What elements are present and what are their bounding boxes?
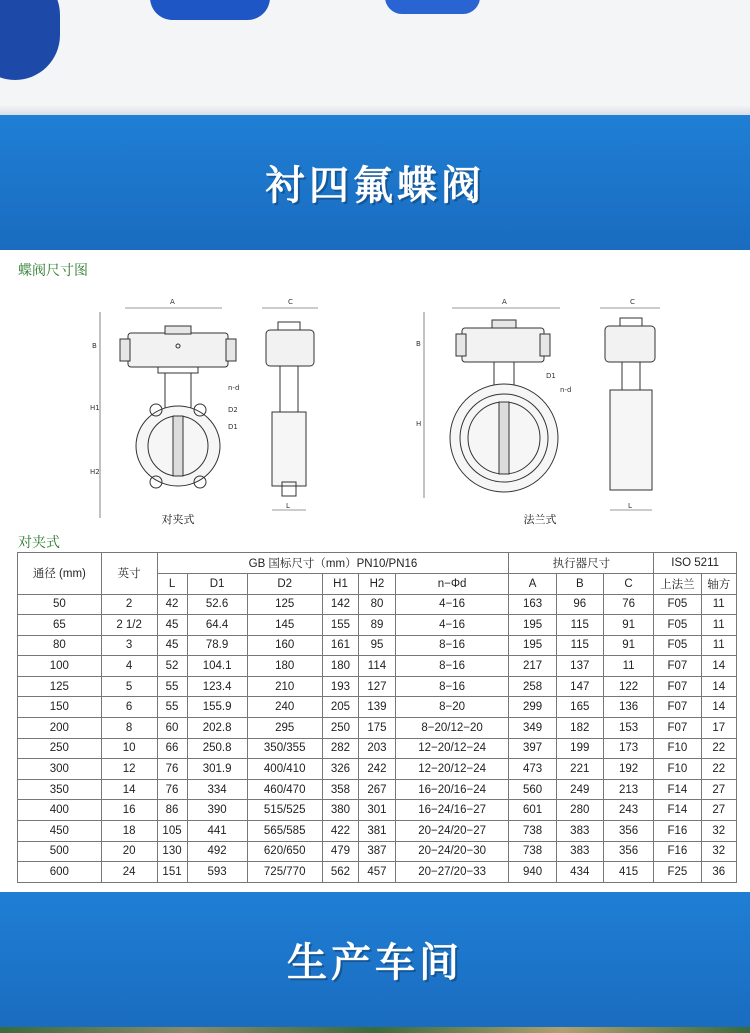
table-cell: 383 xyxy=(556,841,603,862)
table-cell: 153 xyxy=(603,718,653,739)
table-cell: 400/410 xyxy=(247,759,322,780)
table-row xyxy=(18,759,737,780)
table-cell: 80 xyxy=(359,594,395,615)
table-cell: 280 xyxy=(556,800,603,821)
table-cell: 562 xyxy=(322,862,358,883)
table-cell: 180 xyxy=(322,656,358,677)
table-cell: 192 xyxy=(603,759,653,780)
table-cell: 8−16 xyxy=(395,635,509,656)
table-row xyxy=(18,615,737,636)
table-row xyxy=(18,635,737,656)
table-cell: 400 xyxy=(18,800,102,821)
table-cell: 620/650 xyxy=(247,841,322,862)
svg-text:B: B xyxy=(92,342,97,350)
table-cell: 434 xyxy=(556,862,603,883)
table-cell: 593 xyxy=(187,862,247,883)
table-cell: 6 xyxy=(101,697,157,718)
table-cell: F10 xyxy=(654,759,701,780)
table-row xyxy=(18,718,737,739)
table-cell: 205 xyxy=(322,697,358,718)
table-cell: 203 xyxy=(359,738,395,759)
table-cell: 422 xyxy=(322,821,358,842)
table-cell: 8−20/12−20 xyxy=(395,718,509,739)
table-cell: F14 xyxy=(654,779,701,800)
table-cell: 492 xyxy=(187,841,247,862)
table-cell: 195 xyxy=(509,615,556,636)
table-cell: 350/355 xyxy=(247,738,322,759)
table-cell: 460/470 xyxy=(247,779,322,800)
table-cell: 380 xyxy=(322,800,358,821)
table-cell: F05 xyxy=(654,635,701,656)
table-cell: 515/525 xyxy=(247,800,322,821)
table-body xyxy=(18,594,737,882)
table-cell: 76 xyxy=(157,759,187,780)
table-cell: 299 xyxy=(509,697,556,718)
table-cell: 258 xyxy=(509,676,556,697)
valve-photo-part xyxy=(385,0,480,14)
table-cell: 210 xyxy=(247,676,322,697)
table-cell: 95 xyxy=(359,635,395,656)
table-section-title: 对夹式 xyxy=(18,535,60,551)
col-header: D2 xyxy=(247,574,322,595)
table-cell: 155.9 xyxy=(187,697,247,718)
col-header: A xyxy=(509,574,556,595)
table-cell: 242 xyxy=(359,759,395,780)
table-cell: 356 xyxy=(603,841,653,862)
table-cell: 267 xyxy=(359,779,395,800)
table-cell: 200 xyxy=(18,718,102,739)
table-cell: 22 xyxy=(701,738,737,759)
wafer-front-view xyxy=(90,298,239,526)
dimension-table xyxy=(17,552,737,883)
svg-text:L: L xyxy=(286,502,290,510)
col-header: H2 xyxy=(359,574,395,595)
table-cell: 383 xyxy=(556,821,603,842)
table-cell: F05 xyxy=(654,615,701,636)
table-cell: 243 xyxy=(603,800,653,821)
col-header-nominal: 通径 (mm) xyxy=(18,553,102,595)
svg-text:C: C xyxy=(630,298,635,306)
table-cell: 123.4 xyxy=(187,676,247,697)
table-cell: F16 xyxy=(654,821,701,842)
table-cell: 64.4 xyxy=(187,615,247,636)
table-cell: 175 xyxy=(359,718,395,739)
svg-text:B: B xyxy=(416,340,421,348)
group-header-actuator: 执行器尺寸 xyxy=(509,553,654,574)
table-cell: 381 xyxy=(359,821,395,842)
table-cell: 91 xyxy=(603,615,653,636)
table-cell: 565/585 xyxy=(247,821,322,842)
table-cell: 11 xyxy=(701,635,737,656)
table-cell: 479 xyxy=(322,841,358,862)
top-product-photo xyxy=(0,0,750,115)
table-cell: 42 xyxy=(157,594,187,615)
table-row xyxy=(18,738,737,759)
table-cell: F10 xyxy=(654,738,701,759)
group-header-iso: ISO 5211 xyxy=(654,553,737,574)
table-cell: 66 xyxy=(157,738,187,759)
table-row xyxy=(18,779,737,800)
table-row xyxy=(18,862,737,883)
flange-front-view xyxy=(416,298,571,526)
table-cell: F14 xyxy=(654,800,701,821)
caption-flange: 法兰式 xyxy=(523,513,557,526)
table-cell: 36 xyxy=(701,862,737,883)
table-cell: 11 xyxy=(701,615,737,636)
table-cell: 16−20/16−24 xyxy=(395,779,509,800)
table-cell: 473 xyxy=(509,759,556,780)
col-header: C xyxy=(603,574,653,595)
table-cell: 240 xyxy=(247,697,322,718)
table-cell: 4 xyxy=(101,656,157,677)
table-cell: 55 xyxy=(157,676,187,697)
table-cell: 8−16 xyxy=(395,656,509,677)
table-cell: 50 xyxy=(18,594,102,615)
table-cell: 441 xyxy=(187,821,247,842)
svg-text:A: A xyxy=(502,298,507,306)
table-cell: 356 xyxy=(603,821,653,842)
flange-side-view xyxy=(600,298,660,510)
table-cell: 20 xyxy=(101,841,157,862)
table-cell: 32 xyxy=(701,841,737,862)
table-cell: 397 xyxy=(509,738,556,759)
table-cell: 155 xyxy=(322,615,358,636)
table-cell: 32 xyxy=(701,821,737,842)
table-cell: 52 xyxy=(157,656,187,677)
table-cell: 326 xyxy=(322,759,358,780)
table-cell: 80 xyxy=(18,635,102,656)
section-banner-product xyxy=(0,115,750,250)
table-cell: 160 xyxy=(247,635,322,656)
table-cell: 24 xyxy=(101,862,157,883)
table-cell: 350 xyxy=(18,779,102,800)
table-cell: 45 xyxy=(157,635,187,656)
table-cell: F25 xyxy=(654,862,701,883)
col-header: n−Φd xyxy=(395,574,509,595)
table-cell: 86 xyxy=(157,800,187,821)
table-cell: 11 xyxy=(603,656,653,677)
table-cell: 20−24/20−30 xyxy=(395,841,509,862)
table-cell: 415 xyxy=(603,862,653,883)
table-cell: 12−20/12−24 xyxy=(395,738,509,759)
table-cell: 195 xyxy=(509,635,556,656)
col-header: 上法兰 xyxy=(654,574,701,595)
section-banner-workshop xyxy=(0,892,750,1027)
table-cell: 105 xyxy=(157,821,187,842)
table-cell: 250.8 xyxy=(187,738,247,759)
table-cell: 76 xyxy=(157,779,187,800)
col-header: D1 xyxy=(187,574,247,595)
photo-shadow xyxy=(0,105,750,115)
table-cell: F07 xyxy=(654,676,701,697)
table-cell: 301 xyxy=(359,800,395,821)
table-cell: 18 xyxy=(101,821,157,842)
col-header-inch: 英寸 xyxy=(101,553,157,595)
table-cell: 76 xyxy=(603,594,653,615)
table-cell: 450 xyxy=(18,821,102,842)
table-cell: 2 1/2 xyxy=(101,615,157,636)
table-cell: 151 xyxy=(157,862,187,883)
table-cell: 250 xyxy=(322,718,358,739)
banner-title: 衬四氟蝶阀 xyxy=(265,163,485,209)
table-cell: 5 xyxy=(101,676,157,697)
table-cell: 10 xyxy=(101,738,157,759)
table-cell: 65 xyxy=(18,615,102,636)
table-cell: 295 xyxy=(247,718,322,739)
table-cell: 249 xyxy=(556,779,603,800)
table-cell: 78.9 xyxy=(187,635,247,656)
table-cell: 130 xyxy=(157,841,187,862)
table-cell: 142 xyxy=(322,594,358,615)
table-cell: 738 xyxy=(509,841,556,862)
table-cell: 20−24/20−27 xyxy=(395,821,509,842)
svg-text:H: H xyxy=(416,420,422,428)
table-cell: 147 xyxy=(556,676,603,697)
table-cell: 150 xyxy=(18,697,102,718)
table-cell: 738 xyxy=(509,821,556,842)
table-cell: 137 xyxy=(556,656,603,677)
table-cell: 217 xyxy=(509,656,556,677)
svg-text:H2: H2 xyxy=(90,468,100,476)
table-cell: 349 xyxy=(509,718,556,739)
table-cell: 221 xyxy=(556,759,603,780)
table-cell: 3 xyxy=(101,635,157,656)
bottom-workshop-photo xyxy=(0,1027,750,1033)
wafer-side-view xyxy=(262,298,318,510)
table-row xyxy=(18,821,737,842)
table-cell: 193 xyxy=(322,676,358,697)
svg-text:L: L xyxy=(628,502,632,510)
table-cell: 14 xyxy=(101,779,157,800)
table-cell: F07 xyxy=(654,718,701,739)
table-cell: 22 xyxy=(701,759,737,780)
valve-photo-part xyxy=(150,0,270,20)
table-cell: 213 xyxy=(603,779,653,800)
table-cell: 8−20 xyxy=(395,697,509,718)
table-cell: 12−20/12−24 xyxy=(395,759,509,780)
table-cell: 4−16 xyxy=(395,594,509,615)
col-header: 轴方 xyxy=(701,574,737,595)
table-cell: 601 xyxy=(509,800,556,821)
table-cell: 60 xyxy=(157,718,187,739)
svg-text:n-d: n-d xyxy=(560,386,572,394)
svg-text:n-d: n-d xyxy=(228,384,240,392)
table-cell: 282 xyxy=(322,738,358,759)
table-cell: 182 xyxy=(556,718,603,739)
table-row xyxy=(18,676,737,697)
col-header: B xyxy=(556,574,603,595)
table-row xyxy=(18,841,737,862)
table-cell: F16 xyxy=(654,841,701,862)
table-cell: 4−16 xyxy=(395,615,509,636)
table-cell: 122 xyxy=(603,676,653,697)
table-cell: 127 xyxy=(359,676,395,697)
table-cell: 125 xyxy=(247,594,322,615)
table-cell: 173 xyxy=(603,738,653,759)
table-cell: 115 xyxy=(556,635,603,656)
table-cell: 940 xyxy=(509,862,556,883)
table-cell: 300 xyxy=(18,759,102,780)
table-cell: 96 xyxy=(556,594,603,615)
col-header: L xyxy=(157,574,187,595)
valve-photo-part xyxy=(0,0,60,80)
table-cell: 139 xyxy=(359,697,395,718)
table-cell: 387 xyxy=(359,841,395,862)
table-row xyxy=(18,656,737,677)
svg-text:D1: D1 xyxy=(228,423,238,431)
table-cell: 161 xyxy=(322,635,358,656)
table-cell: 390 xyxy=(187,800,247,821)
table-cell: 55 xyxy=(157,697,187,718)
table-cell: 165 xyxy=(556,697,603,718)
table-cell: 14 xyxy=(701,697,737,718)
svg-text:D2: D2 xyxy=(228,406,238,414)
table-cell: 457 xyxy=(359,862,395,883)
table-cell: 16−24/16−27 xyxy=(395,800,509,821)
group-header-gb: GB 国标尺寸（mm）PN10/PN16 xyxy=(157,553,509,574)
table-cell: 27 xyxy=(701,779,737,800)
table-cell: 725/770 xyxy=(247,862,322,883)
table-cell: 125 xyxy=(18,676,102,697)
table-cell: 52.6 xyxy=(187,594,247,615)
table-cell: 12 xyxy=(101,759,157,780)
table-cell: 145 xyxy=(247,615,322,636)
table-cell: 334 xyxy=(187,779,247,800)
svg-text:A: A xyxy=(170,298,175,306)
table-cell: 14 xyxy=(701,656,737,677)
table-cell: 163 xyxy=(509,594,556,615)
table-cell: 100 xyxy=(18,656,102,677)
table-cell: 500 xyxy=(18,841,102,862)
table-cell: 199 xyxy=(556,738,603,759)
svg-text:C: C xyxy=(288,298,293,306)
table-cell: 115 xyxy=(556,615,603,636)
table-cell: 8−16 xyxy=(395,676,509,697)
table-cell: 27 xyxy=(701,800,737,821)
table-cell: 104.1 xyxy=(187,656,247,677)
table-cell: 136 xyxy=(603,697,653,718)
table-cell: 91 xyxy=(603,635,653,656)
table-cell: 114 xyxy=(359,656,395,677)
diagram-section-title: 蝶阀尺寸图 xyxy=(18,263,88,279)
svg-text:H1: H1 xyxy=(90,404,100,412)
table-row xyxy=(18,594,737,615)
table-cell: 301.9 xyxy=(187,759,247,780)
table-cell: 600 xyxy=(18,862,102,883)
table-cell: 250 xyxy=(18,738,102,759)
table-cell: 2 xyxy=(101,594,157,615)
table-cell: 11 xyxy=(701,594,737,615)
table-cell: 358 xyxy=(322,779,358,800)
table-cell: 560 xyxy=(509,779,556,800)
spec-content xyxy=(0,250,750,892)
table-cell: 45 xyxy=(157,615,187,636)
svg-text:D1: D1 xyxy=(546,372,556,380)
table-cell: 14 xyxy=(701,676,737,697)
table-cell: 20−27/20−33 xyxy=(395,862,509,883)
caption-wafer: 对夹式 xyxy=(161,513,195,526)
banner-title: 生产车间 xyxy=(287,940,463,986)
col-header: H1 xyxy=(322,574,358,595)
table-cell: 180 xyxy=(247,656,322,677)
valve-dimension-drawing xyxy=(0,286,750,536)
table-cell: F05 xyxy=(654,594,701,615)
table-cell: 16 xyxy=(101,800,157,821)
table-cell: 202.8 xyxy=(187,718,247,739)
table-cell: 8 xyxy=(101,718,157,739)
table-row xyxy=(18,697,737,718)
table-cell: F07 xyxy=(654,697,701,718)
table-cell: 17 xyxy=(701,718,737,739)
table-cell: F07 xyxy=(654,656,701,677)
table-cell: 89 xyxy=(359,615,395,636)
table-row xyxy=(18,800,737,821)
